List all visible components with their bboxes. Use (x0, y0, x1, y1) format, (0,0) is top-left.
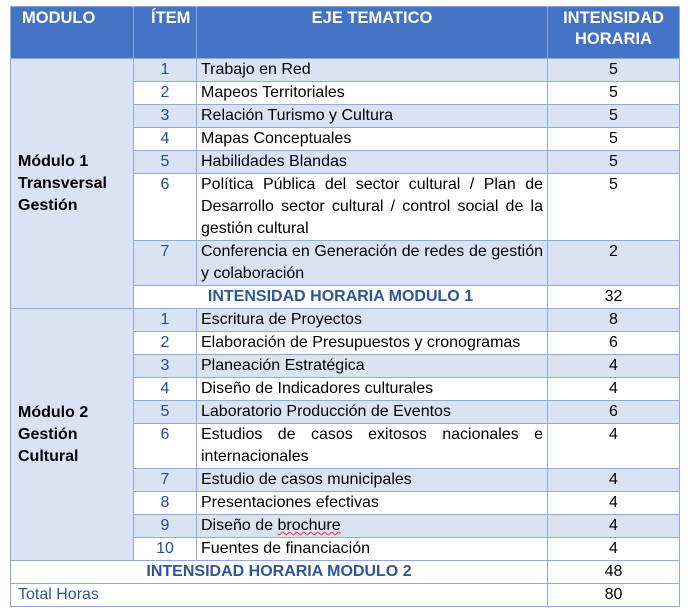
header-modulo: MODULO (11, 7, 134, 59)
module1-subtotal-value: 32 (548, 286, 680, 309)
item-tema: Conferencia en Generación de redes de gestión y colaboración (197, 241, 548, 286)
item-number: 7 (134, 241, 197, 286)
table-row (11, 59, 680, 82)
item-number: 5 (134, 151, 197, 174)
curriculum-table (10, 6, 680, 607)
item-horas: 5 (548, 82, 680, 105)
item-horas: 4 (548, 355, 680, 378)
header-intensidad-horaria (548, 7, 680, 59)
item-number: 1 (134, 309, 197, 332)
item-horas: 6 (548, 332, 680, 355)
header-item: ÍTEM (134, 7, 197, 59)
item-number: 2 (134, 332, 197, 355)
module2-name-line1: Módulo 2 (18, 403, 89, 421)
item-tema: Mapeos Territoriales (197, 82, 548, 105)
item-number: 4 (134, 378, 197, 401)
item-tema: Habilidades Blandas (197, 151, 548, 174)
header-intensidad-line2: HORARIA (575, 30, 652, 48)
total-row (11, 584, 680, 607)
header-eje-tematico: EJE TEMATICO (197, 7, 548, 59)
item-horas: 4 (548, 515, 680, 538)
module2-subtotal-value: 48 (548, 561, 680, 584)
table-row (11, 309, 680, 332)
module1-subtotal-label: INTENSIDAD HORARIA MODULO 1 (134, 286, 548, 309)
item-number: 2 (134, 82, 197, 105)
item-horas: 4 (548, 424, 680, 469)
module1-name-line1: Módulo 1 (18, 152, 89, 170)
spellcheck-underlined-word: brochure (277, 517, 341, 534)
item-number: 8 (134, 492, 197, 515)
total-label: Total Horas (11, 584, 548, 607)
item-number: 5 (134, 401, 197, 424)
item-number: 6 (134, 174, 197, 241)
item-horas: 6 (548, 401, 680, 424)
item-number: 4 (134, 128, 197, 151)
module2-subtotal-row (11, 561, 680, 584)
item-tema: Estudios de casos exitosos nacionales e internacionales (197, 424, 548, 469)
item-horas: 8 (548, 309, 680, 332)
item-tema: Diseño de Indicadores culturales (197, 378, 548, 401)
item-number: 3 (134, 355, 197, 378)
item-horas: 5 (548, 59, 680, 82)
item-tema-prefix: Diseño de (201, 517, 278, 534)
module1-name-line2: Transversal (18, 174, 107, 192)
header-row (11, 7, 680, 59)
item-tema: Política Pública del sector cultural / Plan de Desarrollo sector cultural / control social de la gestión cultural (197, 174, 548, 241)
item-horas: 2 (548, 241, 680, 286)
item-horas: 5 (548, 174, 680, 241)
item-horas: 5 (548, 128, 680, 151)
module2-name-line3: Cultural (18, 447, 79, 465)
item-number: 3 (134, 105, 197, 128)
item-tema (197, 515, 548, 538)
item-tema: Mapas Conceptuales (197, 128, 548, 151)
total-value: 80 (548, 584, 680, 607)
item-number: 6 (134, 424, 197, 469)
item-horas: 4 (548, 538, 680, 561)
module1-name (11, 59, 134, 309)
module2-subtotal-label: INTENSIDAD HORARIA MODULO 2 (11, 561, 548, 584)
module2-name-line2: Gestión (18, 425, 78, 443)
item-horas: 5 (548, 151, 680, 174)
item-tema: Presentaciones efectivas (197, 492, 548, 515)
item-tema: Fuentes de financiación (197, 538, 548, 561)
item-tema: Elaboración de Presupuestos y cronogramas (197, 332, 548, 355)
item-tema: Laboratorio Producción de Eventos (197, 401, 548, 424)
item-tema: Estudio de casos municipales (197, 469, 548, 492)
item-number: 9 (134, 515, 197, 538)
header-intensidad-line1: INTENSIDAD (563, 9, 664, 27)
item-tema: Relación Turismo y Cultura (197, 105, 548, 128)
module2-name (11, 309, 134, 561)
item-horas: 4 (548, 492, 680, 515)
item-horas: 4 (548, 469, 680, 492)
item-horas: 4 (548, 378, 680, 401)
module1-name-line3: Gestión (18, 196, 78, 214)
item-tema: Planeación Estratégica (197, 355, 548, 378)
item-tema: Trabajo en Red (197, 59, 548, 82)
item-number: 10 (134, 538, 197, 561)
item-horas: 5 (548, 105, 680, 128)
item-number: 1 (134, 59, 197, 82)
curriculum-table-wrapper (10, 6, 680, 607)
item-tema: Escritura de Proyectos (197, 309, 548, 332)
item-number: 7 (134, 469, 197, 492)
